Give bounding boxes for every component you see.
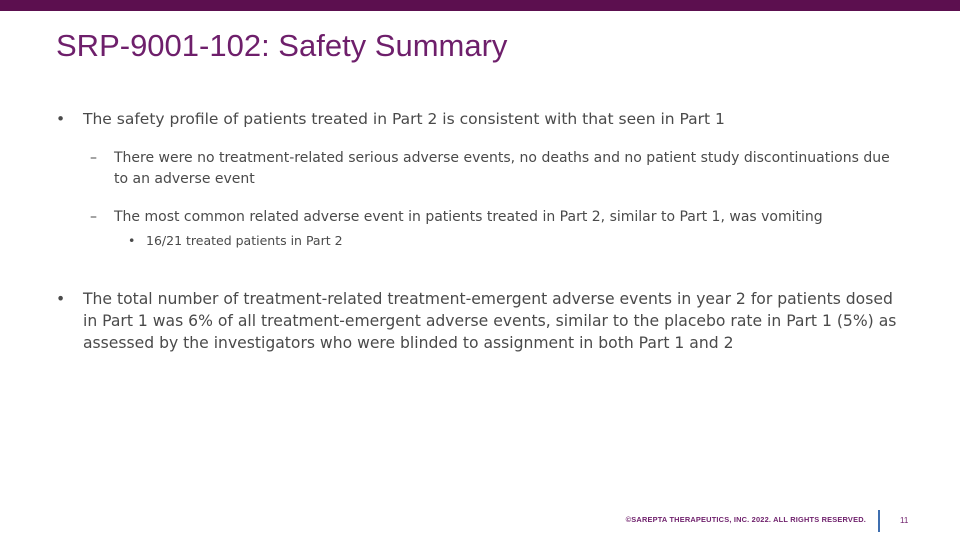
bullet-marker: • <box>56 110 66 128</box>
bullet-text: The total number of treatment-related treatment-emergent adverse events in year 2 for patients dosed in Part 1 was 6% of all treatment-emergent adverse events, similar to the placebo rate in Part 1 (5%) as assessed by the investigators who were blinded to assignment in both Part 1 and 2 <box>83 290 897 352</box>
slide-title: SRP-9001-102: Safety Summary <box>56 28 508 63</box>
bullet-marker: • <box>56 290 66 308</box>
subbullet-text: The most common related adverse event in patients treated in Part 2, similar to Part 1, was vomiting <box>114 209 823 225</box>
bullet-total-events <box>56 288 906 354</box>
subsubbullet-text: 16/21 treated patients in Part 2 <box>146 233 343 248</box>
subsubbullet-treated-patients <box>56 232 906 250</box>
bullet-marker: • <box>128 233 136 248</box>
bullet-safety-profile <box>56 108 906 130</box>
subbullet-text: There were no treatment-related serious adverse events, no deaths and no patient study discontinuations due to an adverse event <box>114 150 890 187</box>
dash-marker: – <box>90 209 97 225</box>
footer-divider <box>878 510 880 532</box>
copyright-notice: ©SAREPTA THERAPEUTICS, INC. 2022. ALL RIGHTS RESERVED. <box>625 515 866 524</box>
dash-marker: – <box>90 150 97 166</box>
subbullet-no-serious-events <box>56 148 906 190</box>
subbullet-most-common-event <box>56 207 906 228</box>
top-accent-bar <box>0 0 960 11</box>
slide-body <box>56 108 906 354</box>
bullet-text: The safety profile of patients treated in Part 2 is consistent with that seen in Part 1 <box>83 110 725 128</box>
page-number: 11 <box>900 516 909 525</box>
